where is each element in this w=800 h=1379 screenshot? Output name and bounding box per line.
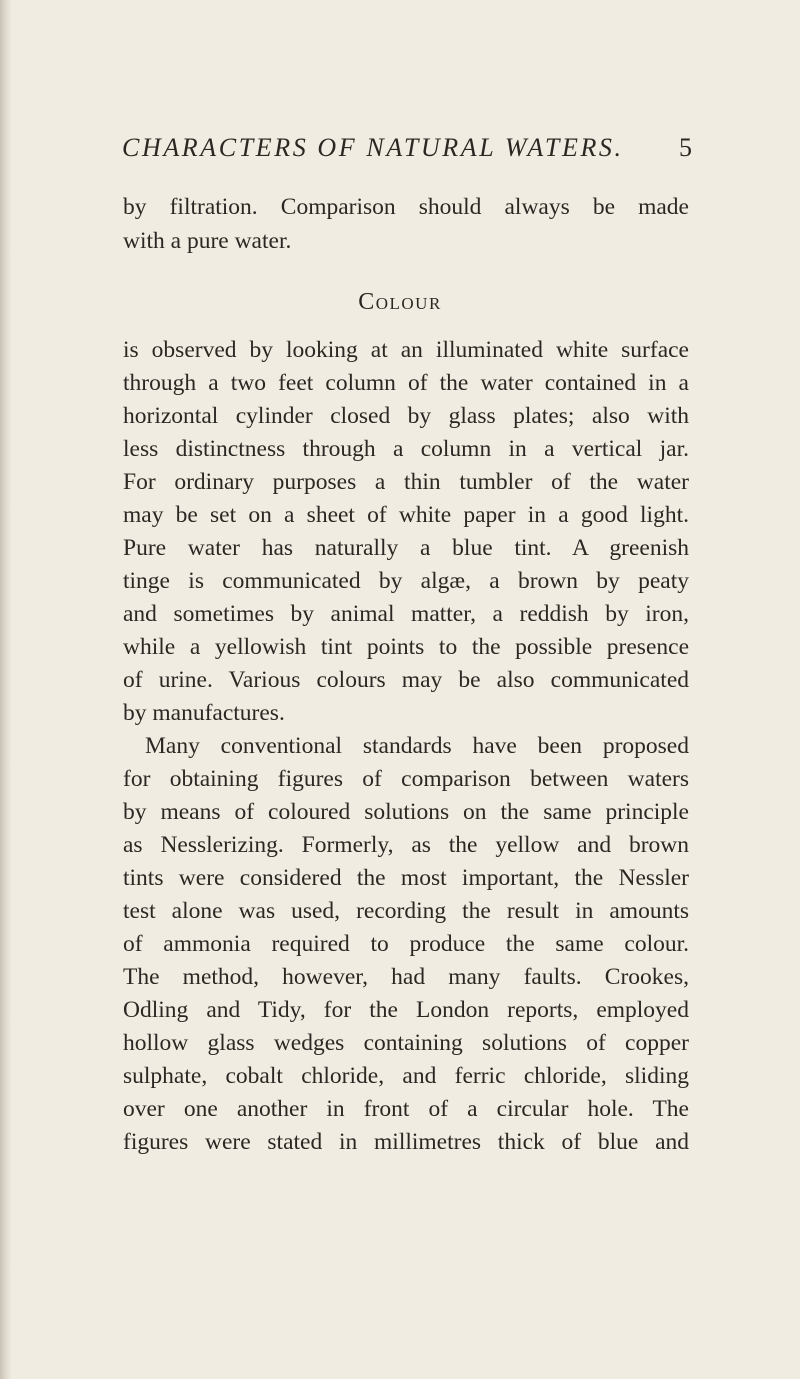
running-head (122, 128, 692, 168)
text-line: may be set on a sheet of white paper in a good light. (123, 502, 689, 528)
text-line: The method, however, had many faults. Crookes, (123, 964, 689, 990)
text-line: over one another in front of a circular hole. The (123, 1096, 689, 1122)
text-line: figures were stated in millimetres thick of blue and (123, 1129, 689, 1155)
text-line: Pure water has naturally a blue tint. A greenish (123, 535, 689, 561)
text-line: test alone was used, recording the result in amounts (123, 898, 689, 924)
running-title: CHARACTERS OF NATURAL WATERS. (122, 133, 624, 162)
page-number: 5 (679, 133, 692, 162)
text-line: tinge is communicated by algæ, a brown by peaty (123, 568, 689, 594)
text-line: hollow glass wedges containing solutions of copper (123, 1030, 689, 1056)
text-line: Odling and Tidy, for the London reports, employed (123, 997, 689, 1023)
text-line: for obtaining figures of comparison between waters (123, 766, 689, 792)
text-line: by filtration. Comparison should always be made (123, 194, 689, 220)
text-line: of ammonia required to produce the same colour. (123, 931, 689, 957)
text-line: by means of coloured solutions on the same principle (123, 799, 689, 825)
text-line: while a yellowish tint points to the possible presence (123, 634, 689, 660)
text-line: is observed by looking at an illuminated white surface (123, 337, 689, 363)
section-heading: Colour (358, 289, 442, 315)
text-line: by manufactures. (123, 700, 285, 726)
text-line: tints were considered the most important, the Nessler (123, 865, 689, 891)
text-line: Many conventional standards have been proposed (145, 733, 689, 759)
text-line: For ordinary purposes a thin tumbler of the water (123, 469, 689, 495)
page-binding-edge (0, 0, 11, 1379)
text-line: as Nesslerizing. Formerly, as the yellow and brown (123, 832, 689, 858)
text-line: of urine. Various colours may be also communicated (123, 667, 689, 693)
text-line: with a pure water. (123, 228, 292, 254)
text-line: and sometimes by animal matter, a reddish by iron, (123, 601, 689, 627)
text-line: through a two feet column of the water contained in a (123, 370, 689, 396)
text-line: sulphate, cobalt chloride, and ferric chloride, sliding (123, 1063, 689, 1089)
text-line: horizontal cylinder closed by glass plates; also with (123, 403, 689, 429)
text-line: less distinctness through a column in a vertical jar. (123, 436, 689, 462)
